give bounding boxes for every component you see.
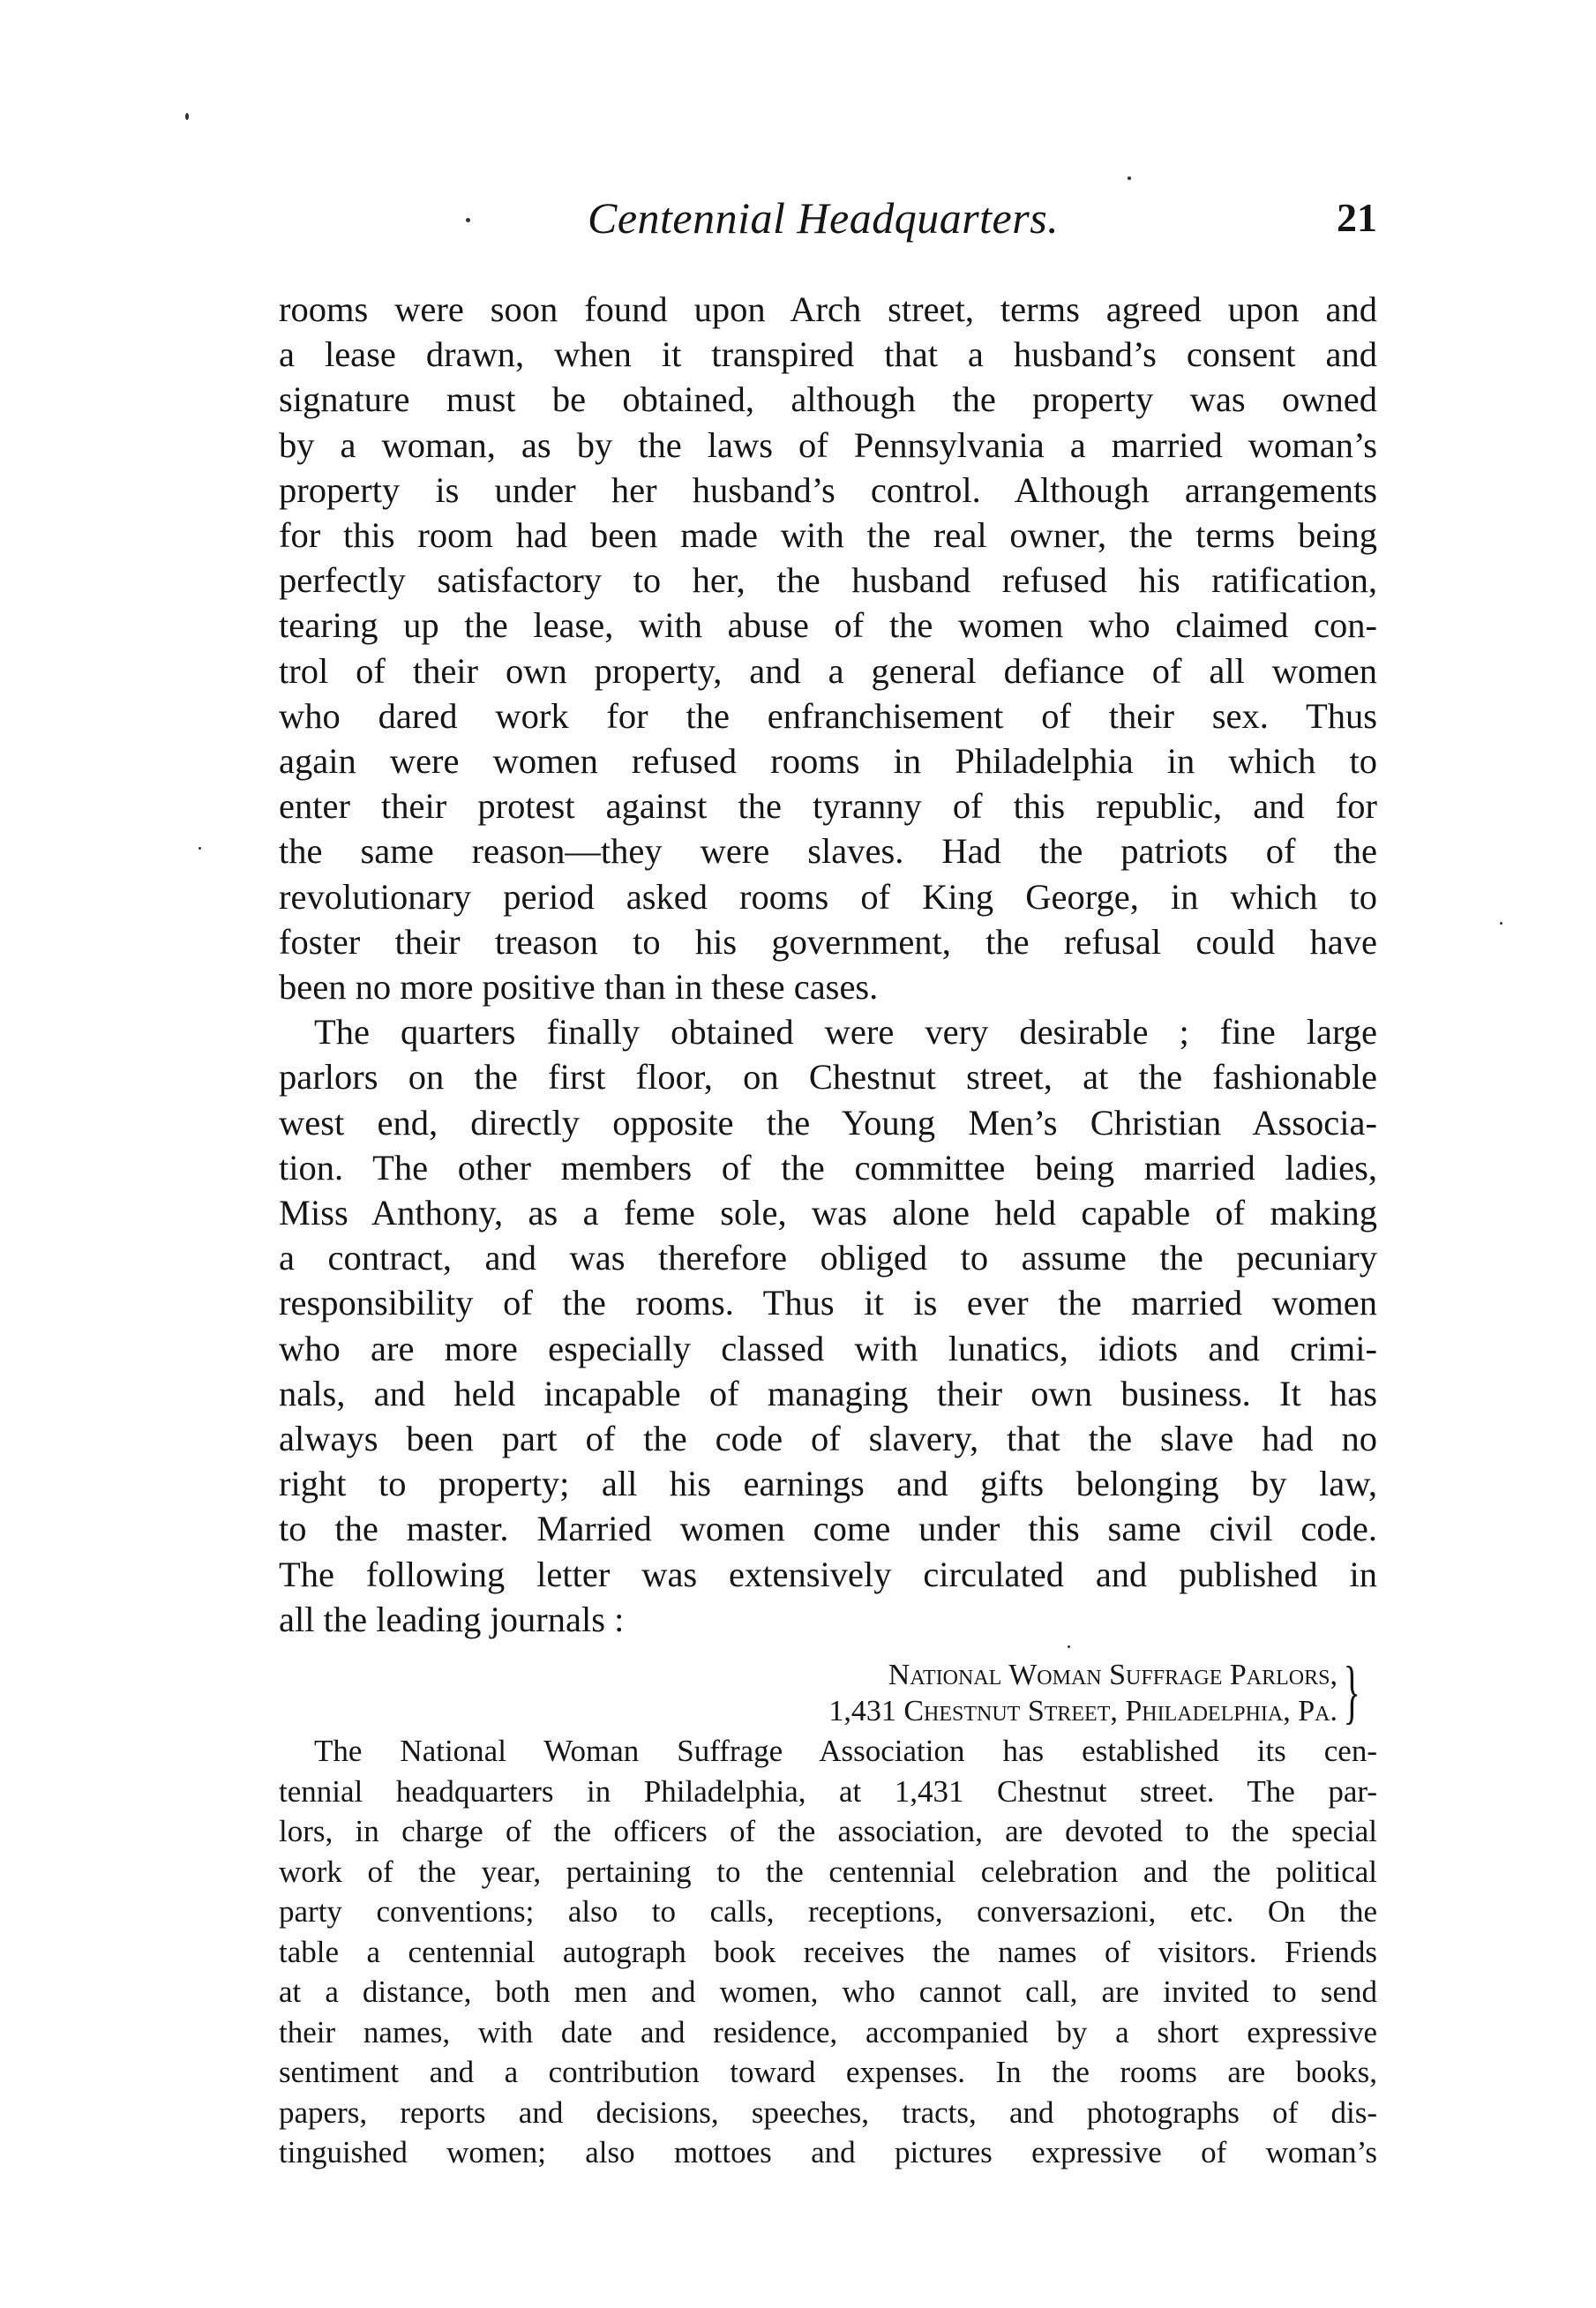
text-line: nals, and held incapable of managing their own business. It has: [279, 1373, 1377, 1413]
letter-line: work of the year, pertaining to the centennial celebration and the political: [279, 1854, 1377, 1889]
paragraph-2: [279, 1009, 1377, 1642]
page-header: [279, 192, 1377, 254]
letter-line: tennial headquarters in Philadelphia, at 1,431 Chestnut street. The par-: [279, 1773, 1377, 1809]
text-line: perfectly satisfactory to her, the husband refused his ratification,: [279, 560, 1377, 601]
text-line: parlors on the first floor, on Chestnut street, at the fashionable: [279, 1057, 1377, 1098]
brace-mark: }: [1343, 1653, 1360, 1731]
text-line: again were women refused rooms in Philadelphia in which to: [279, 741, 1377, 782]
letter-line: The National Woman Suffrage Association has established its cen-: [314, 1734, 1377, 1768]
text-line: all the leading journals :: [279, 1599, 625, 1639]
text-line: always been part of the code of slavery, that the slave had no: [279, 1419, 1377, 1459]
text-line: west end, directly opposite the Young Men’s Christian Associa-: [279, 1102, 1377, 1143]
text-line: by a woman, as by the laws of Pennsylvania a married woman’s: [279, 424, 1377, 465]
letterhead-line-2: 1,431 Chestnut Street, Philadelphia, Pa.: [828, 1695, 1337, 1727]
text-line: The following letter was extensively circulated and published in: [279, 1554, 1377, 1594]
text-line: for this room had been made with the real owner, the terms being: [279, 515, 1377, 556]
body-text: [279, 287, 1377, 1642]
text-line: the same reason—they were slaves. Had the patriots of the: [279, 831, 1377, 872]
text-line: been no more positive than in these cases.: [279, 967, 879, 1008]
letter-line: papers, reports and decisions, speeches, tracts, and photographs of dis-: [279, 2094, 1377, 2130]
text-line: responsibility of the rooms. Thus it is ever the married women: [279, 1283, 1377, 1323]
text-line: enter their protest against the tyranny of this republic, and for: [279, 786, 1377, 827]
print-speck: [1068, 1645, 1070, 1648]
text-line: signature must be obtained, although the property was owned: [279, 379, 1377, 420]
text-line: a lease drawn, when it transpired that a husband’s consent and: [279, 334, 1377, 375]
letter-line: their names, with date and residence, accompanied by a short expressive: [279, 2014, 1377, 2049]
text-line: tion. The other members of the committee being married ladies,: [279, 1147, 1377, 1188]
letter-heading: [279, 1653, 1377, 1731]
text-line: The quarters finally obtained were very desirable ; fine large: [314, 1012, 1377, 1053]
text-line: trol of their own property, and a general defiance of all women: [279, 650, 1377, 691]
text-line: who are more especially classed with lunatics, idiots and crimi-: [279, 1328, 1377, 1368]
print-speck: [1128, 176, 1131, 180]
letter-line: at a distance, both men and women, who cannot call, are invited to send: [279, 1975, 1377, 2009]
text-line: a contract, and was therefore obliged to assume the pecuniary: [279, 1238, 1377, 1278]
text-line: property is under her husband’s control. Although arrangements: [279, 469, 1377, 510]
text-line: rooms were soon found upon Arch street, terms agreed upon and: [279, 289, 1377, 329]
paragraph-1: [279, 287, 1377, 1009]
print-speck: [185, 113, 189, 120]
text-line: Miss Anthony, as a feme sole, was alone held capable of making: [279, 1193, 1377, 1233]
print-speck: [466, 218, 470, 222]
print-speck: [1500, 922, 1502, 925]
letter-line: tinguished women; also mottoes and pictures expressive of woman’s: [279, 2135, 1377, 2169]
letter-line: party conventions; also to calls, receptions, conversazioni, etc. On the: [279, 1894, 1377, 1929]
letter-line: lors, in charge of the officers of the association, are devoted to the special: [279, 1814, 1377, 1848]
print-speck: [199, 847, 201, 850]
text-line: tearing up the lease, with abuse of the women who claimed con-: [279, 605, 1377, 646]
letter-line: table a centennial autograph book receives the names of visitors. Friends: [279, 1934, 1377, 1969]
text-line: foster their treason to his government, the refusal could have: [279, 921, 1377, 962]
text-line: who dared work for the enfranchisement of their sex. Thus: [279, 695, 1377, 736]
text-line: right to property; all his earnings and gifts belonging by law,: [279, 1464, 1377, 1504]
letterhead-line-1: National Woman Suffrage Parlors,: [888, 1659, 1337, 1691]
letter-line: sentiment and a contribution toward expenses. In the rooms are books,: [279, 2055, 1377, 2089]
text-line: revolutionary period asked rooms of King George, in which to: [279, 876, 1377, 917]
page-number: 21: [1337, 195, 1377, 240]
letter-body: [279, 1731, 1377, 2173]
running-title: Centennial Headquarters.: [588, 193, 1060, 243]
text-line: to the master. Married women come under this same civil code.: [279, 1509, 1377, 1549]
